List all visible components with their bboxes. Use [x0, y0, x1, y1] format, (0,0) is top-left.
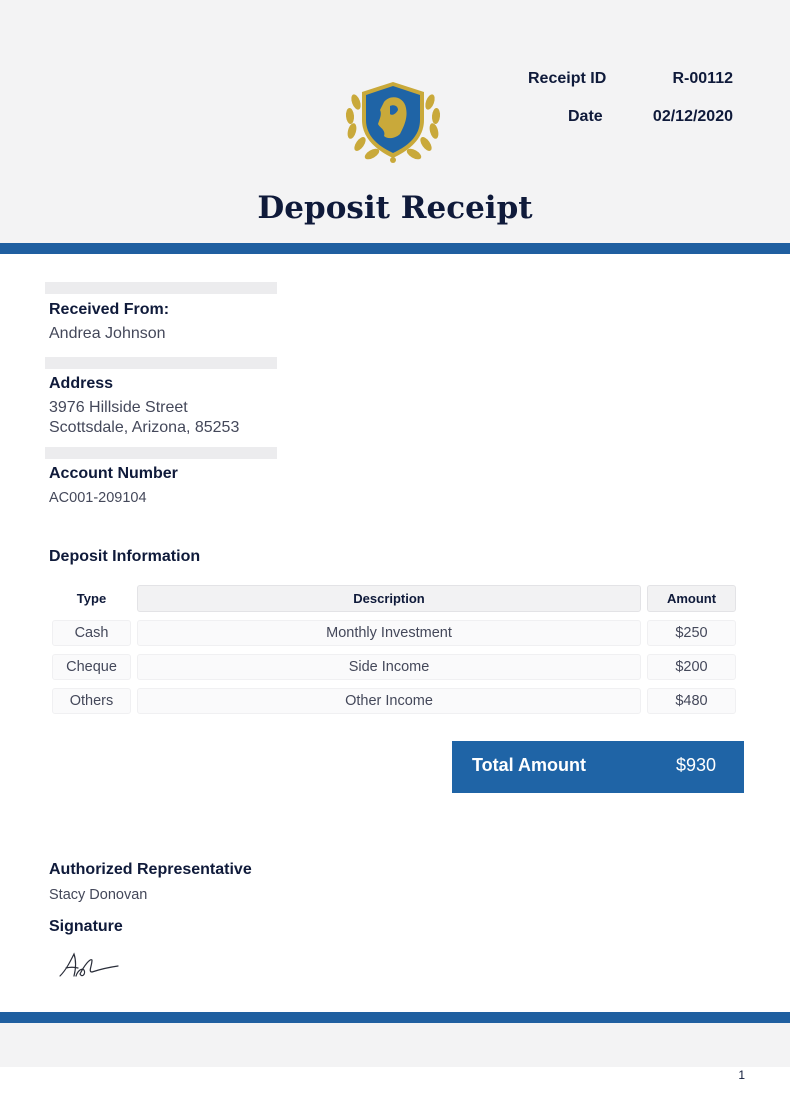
section-divider	[45, 282, 277, 294]
column-header-type: Type	[76, 591, 107, 606]
account-number-value: AC001-209104	[49, 490, 147, 506]
row-3-amount: $480	[647, 688, 736, 714]
section-divider	[45, 447, 277, 459]
total-amount-label: Total Amount	[472, 755, 586, 775]
row-1-amount: $250	[647, 620, 736, 646]
date-label: Date	[568, 108, 603, 125]
receipt-id-label: Receipt ID	[528, 70, 607, 87]
received-from-value: Andrea Johnson	[49, 325, 166, 342]
column-header-amount: Amount	[647, 585, 736, 612]
row-2-type: Cheque	[52, 654, 131, 680]
section-divider	[45, 357, 277, 369]
total-amount-value: $930	[675, 755, 716, 775]
total-amount-box	[452, 741, 744, 793]
row-2-description: Side Income	[137, 654, 641, 680]
address-line-1: 3976 Hillside Street	[49, 399, 188, 416]
received-from-label: Received From:	[49, 301, 170, 318]
footer-band	[0, 1023, 790, 1067]
deposit-section-title: Deposit Information	[49, 548, 201, 565]
handwritten-signature-icon	[56, 948, 122, 982]
address-line-2: Scottsdale, Arizona, 85253	[49, 419, 240, 436]
row-3-description: Other Income	[137, 688, 641, 714]
representative-label: Authorized Representative	[49, 861, 252, 878]
receipt-id-value: R-00112	[672, 70, 733, 87]
row-3-type: Others	[52, 688, 131, 714]
row-2-amount: $200	[647, 654, 736, 680]
representative-name: Stacy Donovan	[49, 887, 148, 903]
row-1-description: Monthly Investment	[137, 620, 641, 646]
signature-label: Signature	[49, 918, 123, 935]
account-number-label: Account Number	[49, 465, 178, 482]
header-divider	[0, 243, 790, 254]
lion-crest-logo-icon	[338, 78, 448, 166]
footer-divider	[0, 1012, 790, 1023]
address-label: Address	[49, 375, 114, 392]
date-value: 02/12/2020	[652, 108, 733, 125]
page-title: Deposit Receipt	[257, 190, 533, 226]
row-1-type: Cash	[52, 620, 131, 646]
page-number: 1	[738, 1068, 745, 1082]
column-header-description: Description	[137, 585, 641, 612]
